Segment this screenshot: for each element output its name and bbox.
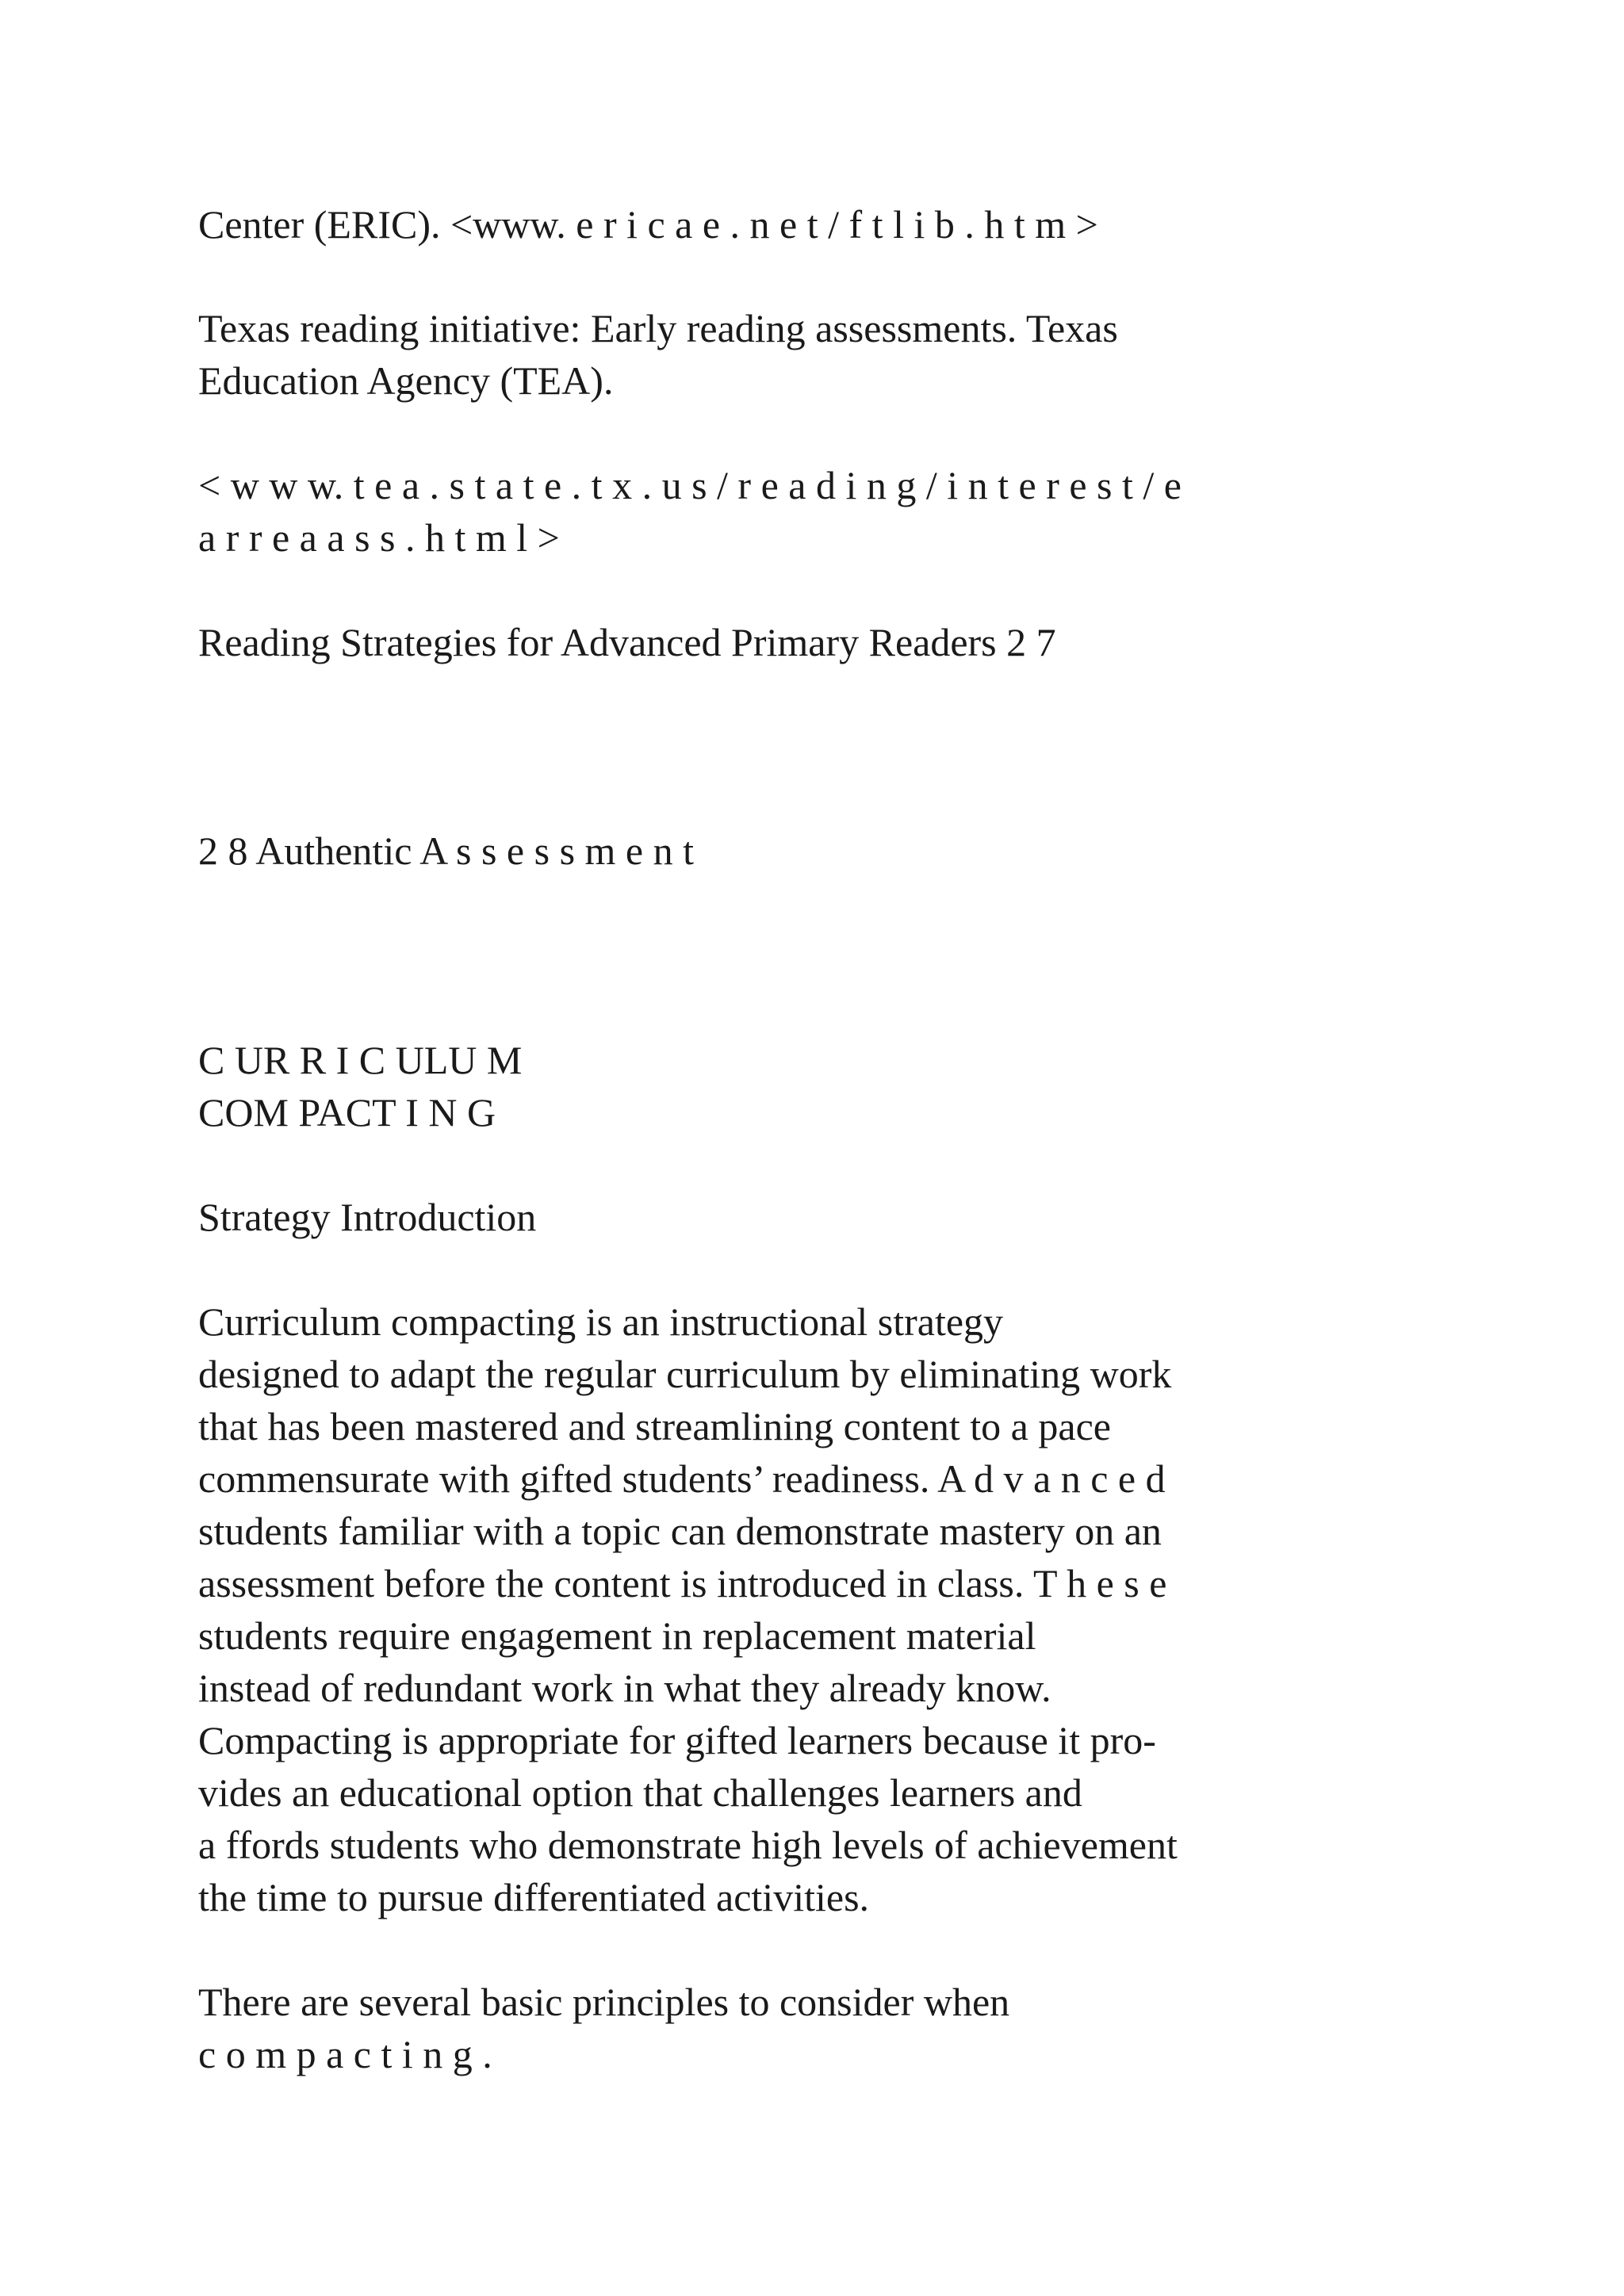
body-paragraph-line: instead of redundant work in what they already know. [198,1666,1051,1710]
body-paragraph-line: There are several basic principles to consider when [198,1980,1010,2024]
body-paragraph-line: a ffords students who demonstrate high levels of achievement [198,1823,1178,1867]
body-paragraph-line: that has been mastered and streamlining content to a pace [198,1404,1111,1448]
section-heading: Strategy Introduction [198,1195,537,1239]
running-footer: Reading Strategies for Advanced Primary Readers 2 7 [198,620,1056,664]
body-paragraph-line: designed to adapt the regular curriculum by eliminating work [198,1352,1172,1396]
body-paragraph-line: c o m p a c t i n g . [198,2032,492,2076]
body-paragraph-line: vides an educational option that challenges learners and [198,1770,1082,1815]
body-paragraph-line: assessment before the content is introduced in class. T h e s e [198,1561,1167,1605]
reference-url-line-1: < w w w. t e a . s t a t e . t x . u s / r e a d i n g / i n t e r e s t / e [198,463,1182,507]
running-header: 2 8 Authentic A s s e s s m e n t [198,828,694,873]
chapter-title-line-1: C UR R I C ULU M [198,1038,523,1082]
reference-line-eric: Center (ERIC). <www. e r i c a e . n e t / f t l i b . h t m > [198,202,1098,247]
body-paragraph-line: students familiar with a topic can demonstrate mastery on an [198,1509,1162,1553]
body-paragraph-line: Compacting is appropriate for gifted learners because it pro- [198,1718,1156,1762]
body-paragraph-line: commensurate with gifted students’ readiness. A d v a n c e d [198,1456,1166,1501]
body-paragraph-line: the time to pursue differentiated activities. [198,1875,870,1919]
reference-line-texas: Texas reading initiative: Early reading assessments. Texas [198,306,1118,350]
chapter-title-line-2: COM PACT I N G [198,1090,496,1135]
body-paragraph-line: Curriculum compacting is an instructional strategy [198,1299,1004,1344]
reference-url-line-2: a r r e a a s s . h t m l > [198,515,560,560]
body-paragraph-line: students require engagement in replacement material [198,1613,1036,1658]
reference-line-tea: Education Agency (TEA). [198,358,614,403]
